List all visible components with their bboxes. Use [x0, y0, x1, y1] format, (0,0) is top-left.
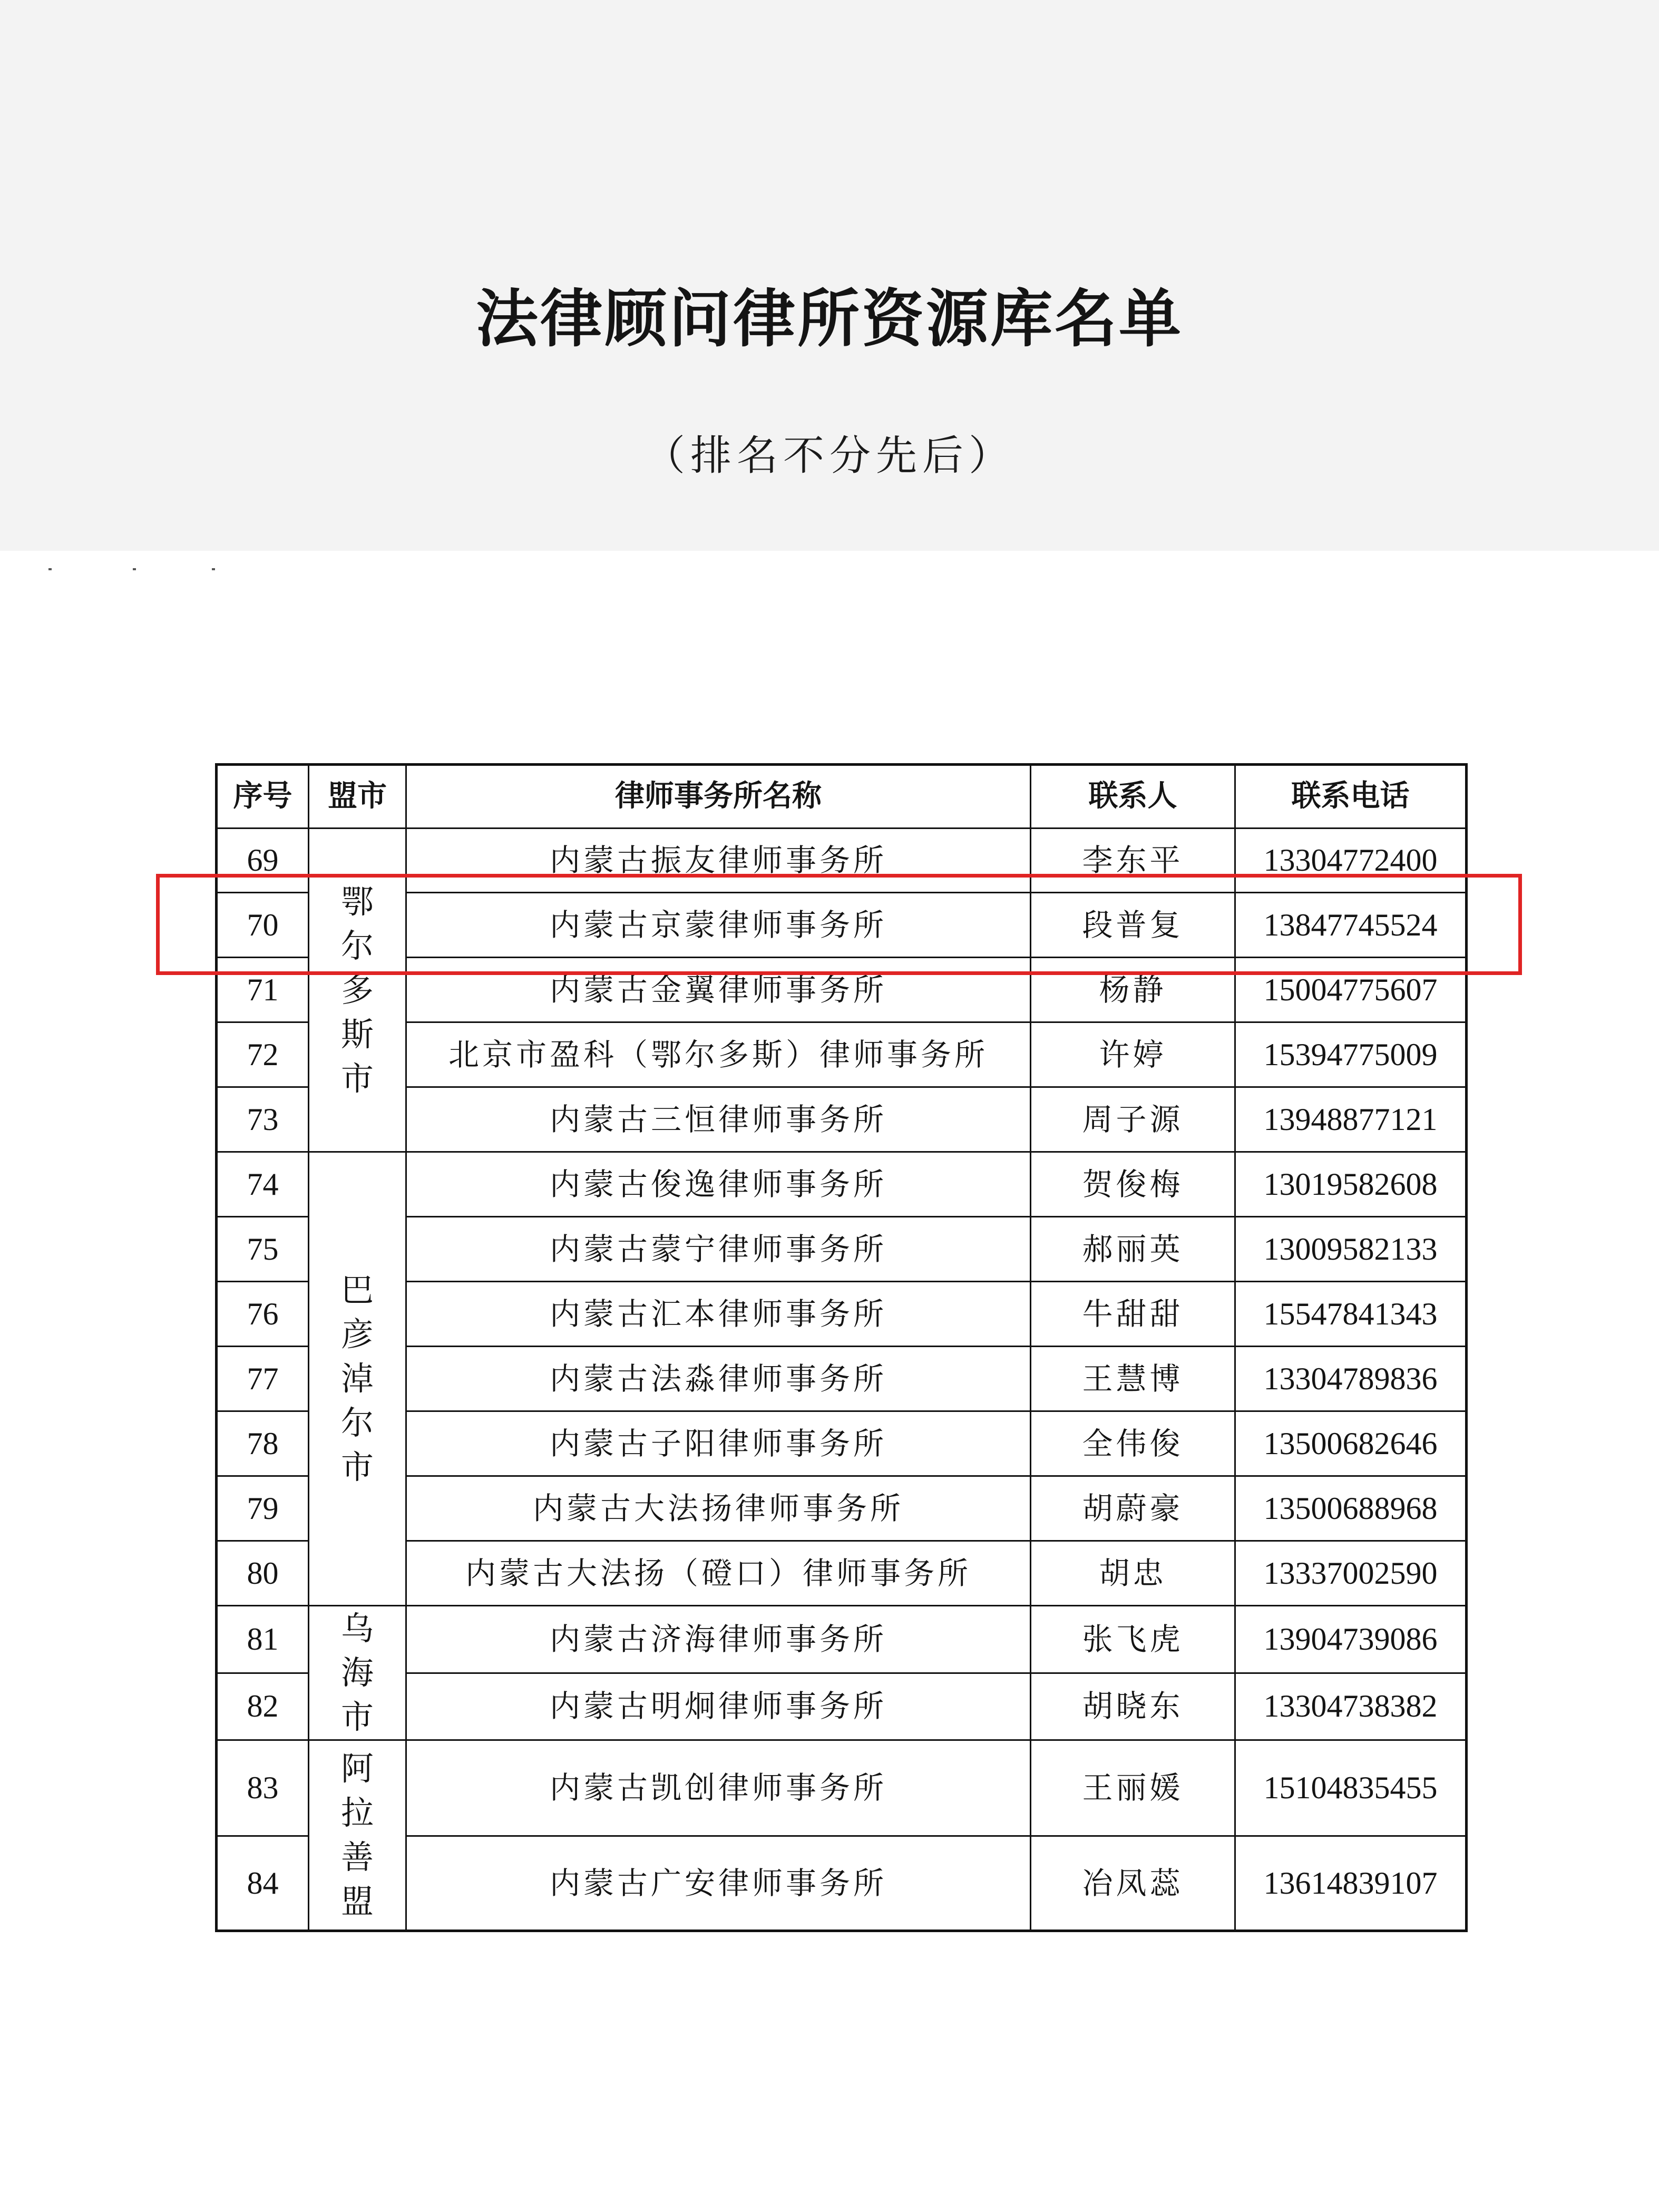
row-firm-name: 内蒙古京蒙律师事务所: [406, 893, 1031, 958]
row-contact: 王慧博: [1031, 1347, 1235, 1411]
row-contact: 王丽媛: [1031, 1740, 1235, 1836]
row-contact: 冶凤蕊: [1031, 1836, 1235, 1931]
header-region: 盟市: [309, 765, 406, 829]
region-cell: 巴 彦 淖 尔 市: [309, 1152, 406, 1606]
table-row: [217, 1606, 1467, 1673]
row-contact: 贺俊梅: [1031, 1152, 1235, 1217]
row-seq: 70: [217, 893, 309, 958]
row-firm-name: 内蒙古俊逸律师事务所: [406, 1152, 1031, 1217]
row-phone: 13500688968: [1235, 1476, 1467, 1541]
row-contact: 全伟俊: [1031, 1411, 1235, 1476]
row-phone: 13304738382: [1235, 1673, 1467, 1740]
row-phone: 13304772400: [1235, 829, 1467, 893]
row-firm-name: 内蒙古济海律师事务所: [406, 1606, 1031, 1673]
row-firm-name: 内蒙古子阳律师事务所: [406, 1411, 1031, 1476]
table-header-row: [217, 765, 1467, 829]
row-firm-name: 内蒙古汇本律师事务所: [406, 1282, 1031, 1347]
row-phone: 13614839107: [1235, 1836, 1467, 1931]
row-contact: 许婷: [1031, 1022, 1235, 1087]
row-firm-name: 北京市盈科（鄂尔多斯）律师事务所: [406, 1022, 1031, 1087]
row-firm-name: 内蒙古广安律师事务所: [406, 1836, 1031, 1931]
row-seq: 83: [217, 1740, 309, 1836]
row-phone: 13304789836: [1235, 1347, 1467, 1411]
scan-speck: [48, 568, 52, 570]
row-contact: 郝丽英: [1031, 1217, 1235, 1282]
row-contact: 张飞虎: [1031, 1606, 1235, 1673]
region-cell: 鄂 尔 多 斯 市: [309, 829, 406, 1152]
table-row: [217, 1152, 1467, 1217]
row-seq: 76: [217, 1282, 309, 1347]
law-firm-table: [215, 763, 1468, 1932]
row-phone: 13847745524: [1235, 893, 1467, 958]
scan-speck: [212, 568, 215, 570]
header-phone: 联系电话: [1235, 765, 1467, 829]
table-body: [217, 829, 1467, 1931]
row-firm-name: 内蒙古大法扬（磴口）律师事务所: [406, 1541, 1031, 1606]
row-firm-name: 内蒙古振友律师事务所: [406, 829, 1031, 893]
row-seq: 75: [217, 1217, 309, 1282]
row-seq: 69: [217, 829, 309, 893]
row-seq: 84: [217, 1836, 309, 1931]
row-firm-name: 内蒙古蒙宁律师事务所: [406, 1217, 1031, 1282]
row-seq: 72: [217, 1022, 309, 1087]
document-title: 法律顾问律所资源库名单: [475, 282, 1183, 355]
row-phone: 13019582608: [1235, 1152, 1467, 1217]
row-firm-name: 内蒙古明炯律师事务所: [406, 1673, 1031, 1740]
row-firm-name: 内蒙古大法扬律师事务所: [406, 1476, 1031, 1541]
row-seq: 79: [217, 1476, 309, 1541]
row-contact: 段普复: [1031, 893, 1235, 958]
row-firm-name: 内蒙古法淼律师事务所: [406, 1347, 1031, 1411]
row-phone: 13948877121: [1235, 1087, 1467, 1152]
row-contact: 胡蔚豪: [1031, 1476, 1235, 1541]
row-seq: 78: [217, 1411, 309, 1476]
header-firm: 律师事务所名称: [406, 765, 1031, 829]
region-cell: 阿 拉 善 盟: [309, 1740, 406, 1931]
row-seq: 82: [217, 1673, 309, 1740]
row-firm-name: 内蒙古凯创律师事务所: [406, 1740, 1031, 1836]
scan-speck: [133, 568, 136, 570]
row-contact: 牛甜甜: [1031, 1282, 1235, 1347]
table-row: [217, 829, 1467, 893]
row-contact: 胡忠: [1031, 1541, 1235, 1606]
row-seq: 74: [217, 1152, 309, 1217]
row-phone: 15104835455: [1235, 1740, 1467, 1836]
table-row: [217, 1740, 1467, 1836]
row-firm-name: 内蒙古三恒律师事务所: [406, 1087, 1031, 1152]
row-seq: 81: [217, 1606, 309, 1673]
row-phone: 13009582133: [1235, 1217, 1467, 1282]
row-seq: 80: [217, 1541, 309, 1606]
row-contact: 胡晓东: [1031, 1673, 1235, 1740]
row-phone: 13337002590: [1235, 1541, 1467, 1606]
row-seq: 77: [217, 1347, 309, 1411]
row-contact: 杨静: [1031, 958, 1235, 1022]
row-phone: 13500682646: [1235, 1411, 1467, 1476]
row-phone: 15394775009: [1235, 1022, 1467, 1087]
row-contact: 周子源: [1031, 1087, 1235, 1152]
row-phone: 15547841343: [1235, 1282, 1467, 1347]
row-seq: 71: [217, 958, 309, 1022]
row-seq: 73: [217, 1087, 309, 1152]
header-seq: 序号: [217, 765, 309, 829]
region-cell: 乌 海 市: [309, 1606, 406, 1740]
row-phone: 15004775607: [1235, 958, 1467, 1022]
row-phone: 13904739086: [1235, 1606, 1467, 1673]
row-contact: 李东平: [1031, 829, 1235, 893]
header-contact: 联系人: [1031, 765, 1235, 829]
document-subtitle: （排名不分先后）: [643, 432, 1015, 480]
row-firm-name: 内蒙古金翼律师事务所: [406, 958, 1031, 1022]
